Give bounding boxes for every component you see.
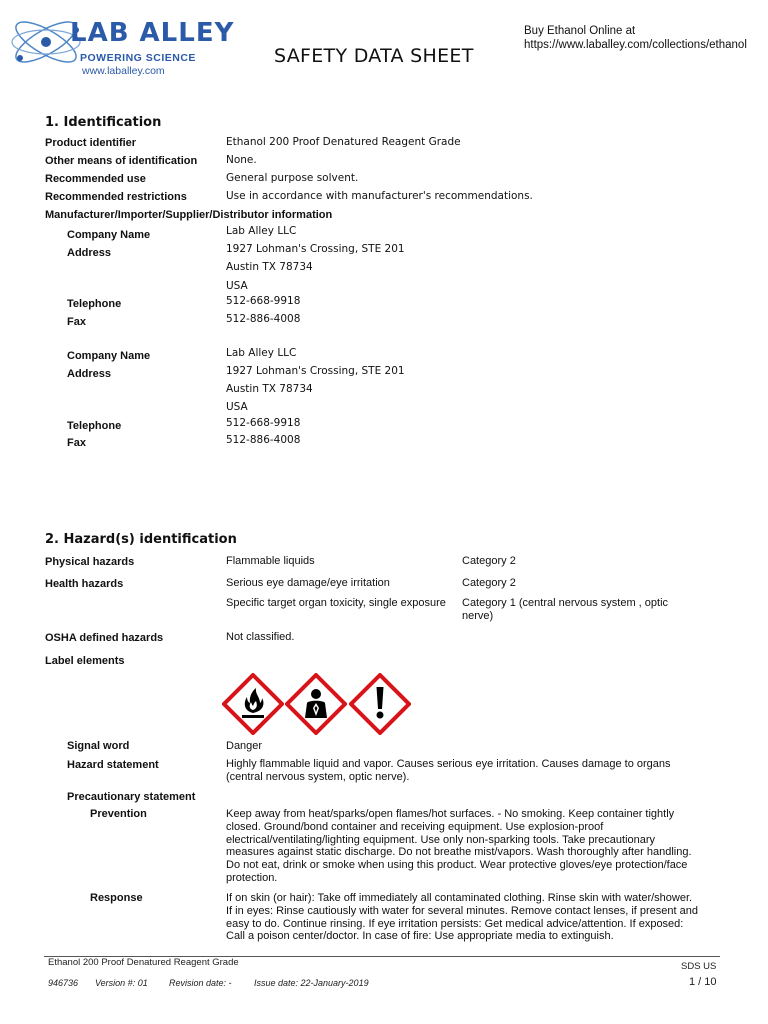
telephone-label: Telephone (67, 420, 122, 432)
fax-value: 512-886-4008 (226, 434, 301, 446)
lab-alley-logo[interactable] (6, 6, 262, 78)
prevention-line: Keep away from heat/sparks/open flames/hot surfaces. - No smoking. Keep container tightly (226, 808, 675, 820)
footer-product-name: Ethanol 200 Proof Denatured Reagent Grade (48, 957, 239, 968)
manufacturer-info-label: Manufacturer/Importer/Supplier/Distributor information (45, 209, 333, 221)
recommended-restrictions-value: Use in accordance with manufacturer's recommendations. (226, 190, 533, 202)
hazard-statement-value (226, 758, 671, 784)
address-label: Address (67, 368, 112, 380)
precautionary-statement-label: Precautionary statement (67, 791, 196, 803)
response-line: If on skin (or hair): Take off immediately all contaminated clothing. Rinse skin with water/shower. (226, 892, 693, 904)
prevention-line: closed. Ground/bond container and receiving equipment. Use explosion-proof (226, 820, 604, 833)
prevention-line: electrical/ventilating/lighting equipment. Use only non-sparking tools. Take precautionary (226, 833, 656, 846)
prevention-text (226, 808, 692, 885)
health-hazard-2-category (462, 597, 668, 623)
health-hazard-1-value: Serious eye damage/eye irritation (226, 577, 390, 589)
flame-pictogram-icon (222, 673, 284, 735)
logo-url: www.laballey.com (82, 65, 165, 77)
response-label: Response (90, 892, 143, 904)
fax-label: Fax (67, 316, 86, 328)
signal-word-value: Danger (226, 740, 263, 752)
footer-page-number: 1 / 10 (689, 976, 717, 988)
recommended-use-label: Recommended use (45, 173, 146, 185)
exclamation-pictogram-icon (349, 673, 411, 735)
response-text (226, 892, 698, 943)
footer-issue-date: Issue date: 22-January-2019 (254, 978, 369, 988)
fax-label: Fax (67, 437, 86, 449)
company-name-value: Lab Alley LLC (226, 347, 297, 359)
footer-version: Version #: 01 (95, 978, 148, 988)
response-line: Call a poison center/doctor. In case of fire: Use appropriate media to extinguish. (226, 930, 614, 943)
hazard-statement-line-1: Highly flammable liquid and vapor. Causes serious eye irritation. Causes damage to organs (226, 758, 671, 770)
buy-online-text (524, 24, 747, 52)
health-hazard-2-value: Specific target organ toxicity, single exposure (226, 597, 446, 609)
health-hazard-1-category: Category 2 (462, 577, 516, 589)
company-name-value: Lab Alley LLC (226, 225, 297, 237)
footer-sds-region: SDS US (681, 961, 717, 972)
company-name-label: Company Name (67, 350, 151, 362)
health-hazard-2-category-line-2: nerve) (462, 609, 494, 622)
prevention-line: protection. (226, 871, 278, 884)
physical-hazards-value: Flammable liquids (226, 555, 315, 567)
telephone-value: 512-668-9918 (226, 295, 301, 307)
hazard-statement-line-2: (central nervous system, optic nerve). (226, 770, 410, 783)
address-line-1: 1927 Lohman's Crossing, STE 201 (226, 365, 405, 377)
section-1-title: 1. Identification (45, 115, 162, 130)
osha-hazards-value: Not classified. (226, 631, 295, 643)
response-line: If in eyes: Rinse cautiously with water for several minutes. Remove contact lenses, if present and (226, 904, 698, 917)
hazard-statement-label: Hazard statement (67, 759, 159, 771)
prevention-line: measures against static discharge. Do not breathe mist/vapors. Wash thoroughly after handling. (226, 846, 692, 859)
address-country: USA (226, 280, 248, 292)
physical-hazards-category: Category 2 (462, 555, 516, 567)
address-line-1: 1927 Lohman's Crossing, STE 201 (226, 243, 405, 255)
osha-hazards-label: OSHA defined hazards (45, 632, 164, 644)
logo-title: LAB ALLEY (70, 18, 235, 48)
address-country: USA (226, 401, 248, 413)
prevention-line: Do not eat, drink or smoke when using this product. Wear protective gloves/eye protection/face (226, 859, 688, 872)
buy-link[interactable]: https://www.laballey.com/collections/ethanol (524, 39, 747, 51)
physical-hazards-label: Physical hazards (45, 556, 135, 568)
address-label: Address (67, 247, 112, 259)
prevention-label: Prevention (90, 808, 147, 820)
buy-line-1: Buy Ethanol Online at (524, 25, 636, 37)
recommended-use-value: General purpose solvent. (226, 172, 359, 184)
section-2-title: 2. Hazard(s) identification (45, 532, 237, 547)
health-hazard-2-category-line-1: Category 1 (central nervous system , optic (462, 597, 669, 609)
telephone-value: 512-668-9918 (226, 417, 301, 429)
other-means-value: None. (226, 154, 257, 166)
logo-tagline: POWERING SCIENCE (80, 52, 196, 64)
fax-value: 512-886-4008 (226, 313, 301, 325)
address-line-2: Austin TX 78734 (226, 261, 313, 273)
label-elements-label: Label elements (45, 655, 125, 667)
response-line: easy to do. Continue rinsing. If eye irritation persists: Get medical advice/attention. If exposed: (226, 917, 684, 930)
footer-doc-id: 946736 (48, 978, 79, 988)
signal-word-label: Signal word (67, 740, 130, 752)
health-hazard-pictogram-icon (285, 673, 347, 735)
other-means-label: Other means of identification (45, 155, 198, 167)
recommended-restrictions-label: Recommended restrictions (45, 191, 187, 203)
footer-revision-date: Revision date: - (169, 978, 232, 988)
health-hazards-label: Health hazards (45, 578, 124, 590)
document-title: SAFETY DATA SHEET (274, 45, 474, 67)
product-identifier-value: Ethanol 200 Proof Denatured Reagent Grade (226, 136, 461, 148)
product-identifier-label: Product identifier (45, 137, 137, 149)
company-name-label: Company Name (67, 229, 151, 241)
address-line-2: Austin TX 78734 (226, 383, 313, 395)
telephone-label: Telephone (67, 298, 122, 310)
